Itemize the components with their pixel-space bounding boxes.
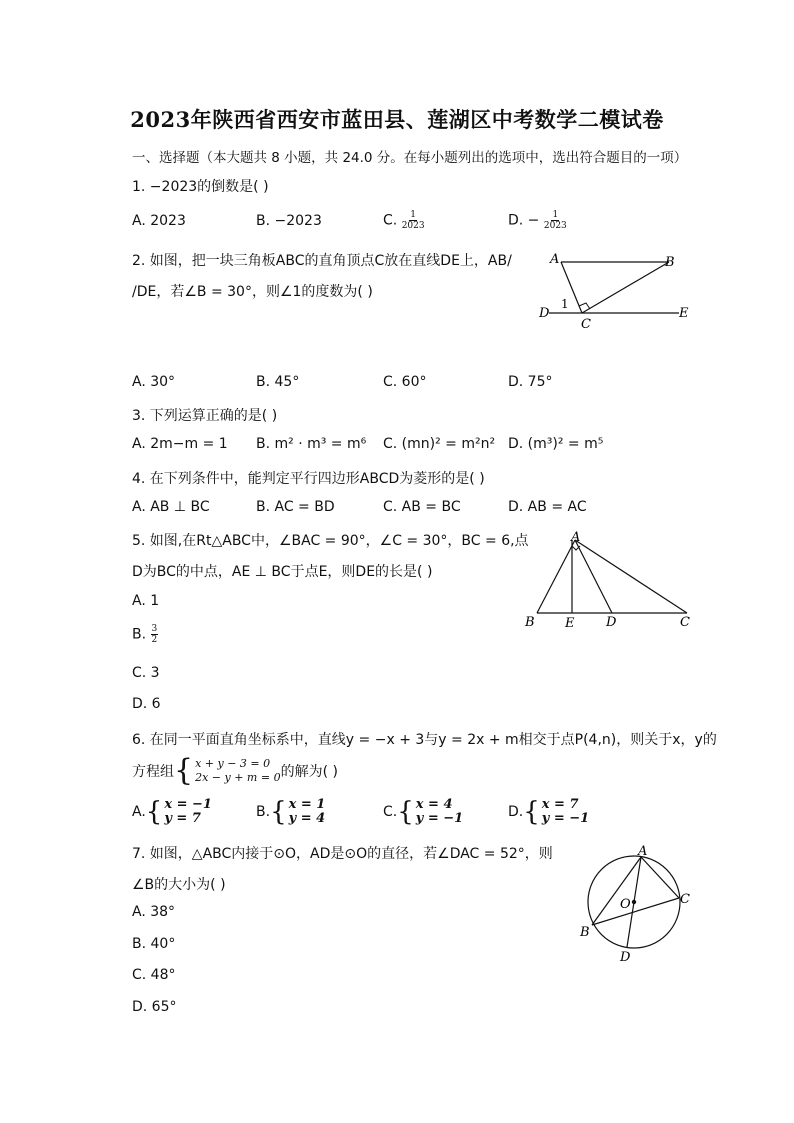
q1-option-c-fraction: $\frac{1}{2023}$: [401, 210, 425, 231]
fig7-label-d: D: [620, 950, 631, 965]
line-bc: [582, 262, 669, 313]
fig2-label-c: C: [581, 317, 591, 332]
q5-option-b: [132, 624, 158, 645]
question-7-line-1: 7. 如图，△ABC内接于⊙O，AD是⊙O的直径，若∠DAC = 52°，则: [132, 846, 553, 862]
q2-option-d: D. 75°: [508, 374, 553, 390]
q7-option-d: D. 65°: [132, 999, 177, 1015]
q6-equation-1: x + y − 3 = 0: [195, 757, 271, 770]
fig2-label-e: E: [679, 306, 689, 321]
q1-option-a: A. 2023: [132, 213, 186, 229]
q5-option-b-label: B.: [132, 626, 147, 643]
question-3-stem: 3. 下列运算正确的是( ): [132, 408, 278, 424]
center-point: [632, 900, 636, 904]
brace-icon: {: [174, 753, 194, 788]
fig7-label-a: A: [638, 844, 648, 859]
q1-option-d-label: D. −: [508, 212, 540, 229]
right-angle-mark: [579, 303, 590, 309]
q5-option-b-fraction: $\frac{3}{2}$: [151, 624, 158, 645]
brace-icon: {: [397, 797, 414, 827]
q2-option-b: B. 45°: [256, 374, 300, 390]
fig7-label-b: B: [580, 925, 590, 940]
figure-q5: [520, 530, 700, 630]
line-ad: [575, 540, 612, 613]
q2-option-c: C. 60°: [383, 374, 427, 390]
question-6-line-2: [132, 753, 338, 788]
q4-option-a: A. AB ⊥ BC: [132, 499, 210, 515]
q5-option-d: D. 6: [132, 696, 161, 712]
q6-line2-prefix: 方程组: [132, 764, 174, 780]
fig5-label-c: C: [680, 615, 690, 630]
brace-icon: {: [523, 797, 540, 827]
line-ab: [592, 857, 641, 925]
q6-option-b: B. { x = 1 y = 4: [256, 797, 326, 827]
line-ab: [537, 540, 575, 613]
page-title: 2023年陕西省西安市蓝田县、莲湖区中考数学二模试卷: [130, 107, 664, 132]
q3-option-a: A. 2m−m = 1: [132, 436, 228, 452]
q1-option-d: [508, 210, 567, 231]
q1-option-b: B. −2023: [256, 213, 322, 229]
q4-option-b: B. AC = BD: [256, 499, 335, 515]
q7-option-c: C. 48°: [132, 967, 176, 983]
q5-option-c: C. 3: [132, 665, 160, 681]
q2-option-a: A. 30°: [132, 374, 176, 390]
q6-line2-suffix: 的解为( ): [280, 764, 338, 780]
figure-q2: [535, 248, 695, 333]
q1-option-c: [383, 210, 425, 231]
brace-icon: {: [270, 797, 287, 827]
question-2-line-2: /DE，若∠B = 30°，则∠1的度数为( ): [132, 284, 373, 300]
fig5-label-b: B: [525, 615, 535, 630]
fig5-label-a: A: [571, 530, 581, 545]
q3-option-d: D. (m³)² = m⁵: [508, 436, 604, 452]
q5-option-a: A. 1: [132, 593, 160, 609]
section-heading: 一、选择题（本大题共 8 小题，共 24.0 分。在每小题列出的选项中，选出符合题目的一项）: [132, 150, 688, 166]
question-2-line-1: 2. 如图，把一块三角板ABC的直角顶点C放在直线DE上，AB/: [132, 253, 512, 269]
fig2-label-a: A: [550, 252, 560, 267]
question-7-line-2: ∠B的大小为( ): [132, 877, 226, 893]
fig7-label-o: O: [620, 897, 631, 912]
brace-icon: {: [145, 797, 163, 827]
fig2-label-b: B: [665, 255, 675, 270]
q3-option-b: B. m² · m³ = m⁶: [256, 436, 367, 452]
fig2-label-d: D: [539, 306, 550, 321]
q6-option-d: D. { x = 7 y = −1: [508, 797, 590, 827]
fig2-label-angle-1: 1: [561, 297, 569, 311]
q3-option-c: C. (mn)² = m²n²: [383, 436, 496, 452]
line-ac: [575, 540, 687, 613]
question-5-line-1: 5. 如图,在Rt△ABC中，∠BAC = 90°，∠C = 30°，BC = 6,点: [132, 533, 529, 549]
q6-equation-system: [174, 753, 281, 788]
q6-option-c: C. { x = 4 y = −1: [383, 797, 464, 827]
q6-option-a: A. { x = −1 y = 7: [132, 797, 212, 827]
q4-option-d: D. AB = AC: [508, 499, 587, 515]
question-4-stem: 4. 在下列条件中，能判定平行四边形ABCD为菱形的是( ): [132, 471, 485, 487]
question-1-stem: 1. −2023的倒数是( ): [132, 179, 269, 195]
q7-option-a: A. 38°: [132, 904, 176, 920]
fig5-label-e: E: [565, 616, 575, 630]
fig7-label-c: C: [680, 892, 690, 907]
q1-option-c-label: C.: [383, 212, 398, 229]
fig5-label-d: D: [606, 615, 617, 630]
figure-q7: [572, 840, 697, 965]
q6-equation-2: 2x − y + m = 0: [195, 771, 281, 784]
question-6-line-1: 6. 在同一平面直角坐标系中，直线y = −x + 3与y = 2x + m相交于点P(4,n)，则关于x，y的: [132, 732, 717, 748]
q4-option-c: C. AB = BC: [383, 499, 461, 515]
q7-option-b: B. 40°: [132, 936, 176, 952]
q1-option-d-fraction: $\frac{1}{2023}$: [543, 210, 567, 231]
question-5-line-2: D为BC的中点，AE ⊥ BC于点E，则DE的长是( ): [132, 564, 433, 580]
